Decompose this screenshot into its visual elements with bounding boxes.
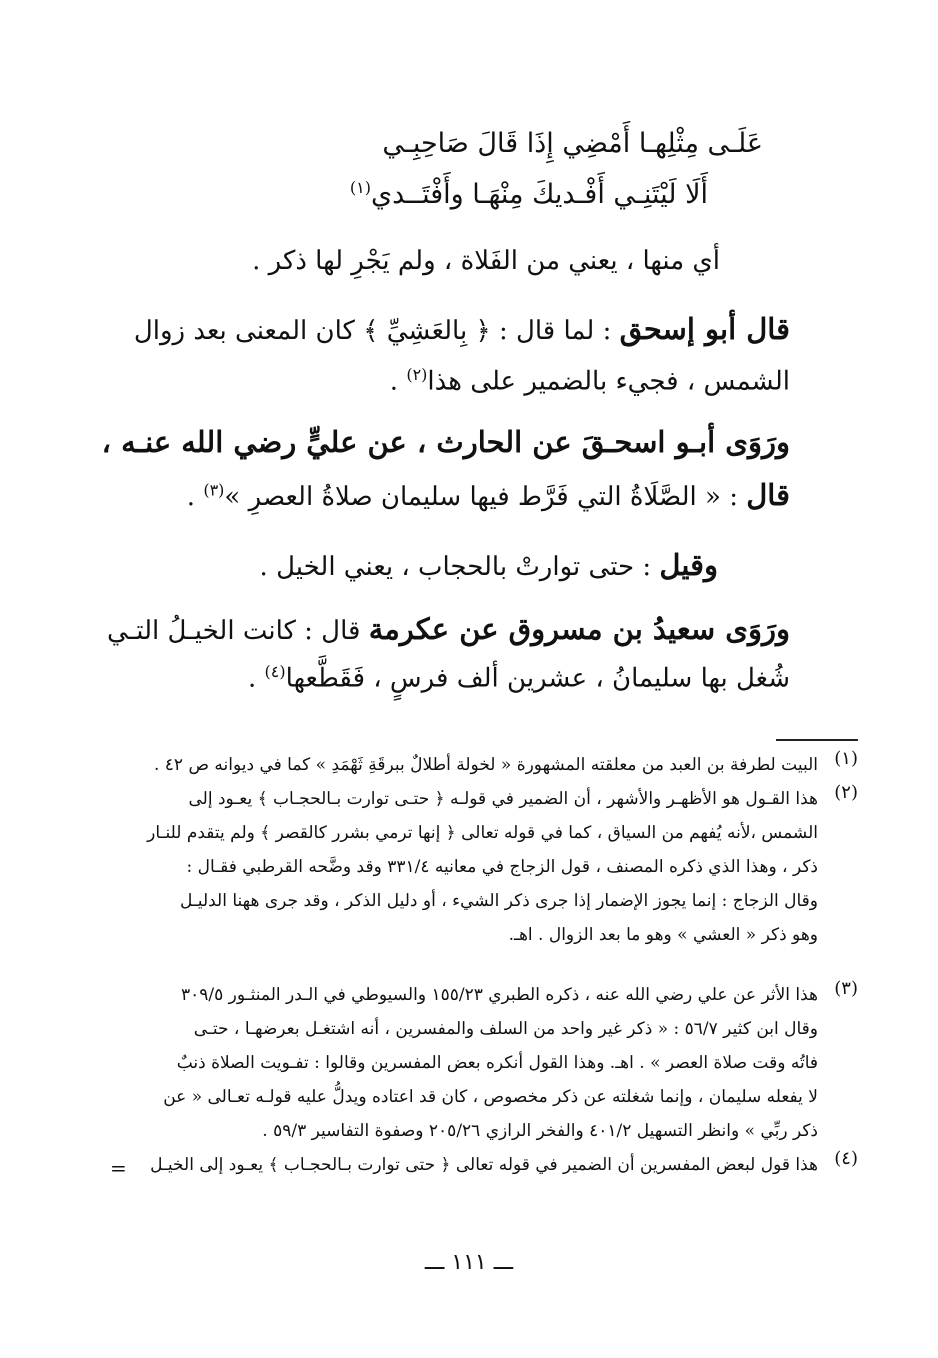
speaker-name: قال أبو إسحق — [619, 312, 790, 346]
body-line — [252, 246, 720, 276]
punctuation: . — [389, 366, 407, 397]
footnote-text: البيت لطرفة بن العبد من معلقته المشهورة « لخولة أطلالٌ ببرقَةِ ثَهْمَدِ » كما في ديوانه ص ٤٢ . — [153, 755, 818, 775]
speaker-name: وقيل — [659, 548, 718, 582]
body-text: الشمس ، فجيء بالضمير على هذا — [427, 366, 790, 397]
body-line — [248, 662, 790, 694]
punctuation: . — [186, 482, 204, 512]
body-line — [134, 312, 790, 346]
body-text: أي منها ، يعني من الفَلاة ، ولم يَجْرِ لها ذكر . — [252, 246, 720, 276]
narration-chain: ورَوَى سعيدُ بن مسروق عن عكرمة — [368, 612, 790, 646]
footnote-text: وقال ابن كثير ٥٦/٧ : « ذكر غير واحد من السلف والمفسرين ، أنه اشتغـل بعرضهـا ، حتـى — [193, 1019, 818, 1039]
footnote-ref: (٢) — [406, 365, 428, 384]
continuation-mark: = — [110, 1156, 127, 1180]
footnote-ref: (٤) — [264, 662, 286, 681]
footnote-2 — [118, 782, 818, 952]
body-line — [107, 612, 790, 646]
body-text: قال : كانت الخيـلُ التـي — [106, 616, 369, 646]
body-text: : لما قال : ﴿ بِالعَشِيِّ ﴾ كان المعنى بعد زوال — [133, 316, 620, 346]
body-line — [102, 425, 790, 459]
footnote-3 — [118, 978, 818, 1148]
footnote-4 — [118, 1148, 818, 1182]
verse-text: أَلَا لَيْتَنِـي أَفْـديكَ مِنْهَـا وأَفْتَــدي — [371, 179, 708, 210]
footnote-text: هذا القـول هو الأظهـر والأشهر ، أن الضمير في قولـه ﴿ حتـى توارت بـالحجـاب ﴾ يعـود إلى — [188, 789, 818, 809]
body-text: : « الصَّلَاةُ التي فَرَّط فيها سليمان صلاةُ العصرِ » — [224, 482, 747, 512]
footnote-text: ذكر ، وهذا الذي ذكره المصنف ، قول الزجاج في معانيه ٣٣١/٤ وقد وضَّحه القرطبي فقـال : — [186, 857, 818, 877]
punctuation: . — [248, 663, 265, 694]
body-text: : حتى توارتْ بالحجاب ، يعني الخيل . — [259, 552, 660, 582]
footnote-text: فاتُه وقت صلاة العصر » . اهـ. وهذا القول أنكره بعض المفسرين وقالوا : تفـويت الصلاة ذنبٌ — [176, 1053, 818, 1073]
footnote-number: (٤) — [834, 1148, 858, 1169]
poem-verse-first-hemistich — [382, 128, 763, 159]
page-number: ـــ ١١١ ـــ — [424, 1250, 514, 1275]
footnote-number: (٣) — [834, 978, 858, 999]
footnote-separator — [776, 739, 858, 741]
footnote-text: ذكر ربِّي » وانظر التسهيل ٤٠١/٢ والفخر الرازي ٢٠٥/٢٦ وصفوة التفاسير ٥٩/٣ . — [262, 1121, 818, 1141]
body-line — [260, 548, 718, 582]
poem-verse-second-hemistich — [350, 178, 708, 210]
verse-text: عَلَـى مِثْلِهـا أَمْضِي إِذَا قَالَ صَاحِبِـي — [382, 128, 763, 159]
footnote-text: هذا قول لبعض المفسرين أن الضمير في قوله تعالى ﴿ حتى توارت بـالحجـاب ﴾ يعـود إلى الخيـل — [150, 1155, 818, 1175]
body-line — [390, 365, 790, 397]
footnote-text: وهو ذكر « العشي » وهو ما بعد الزوال . اهـ. — [508, 925, 818, 945]
body-text: شُغل بها سليمانُ ، عشرين ألف فرسٍ ، فَقَطَّعها — [285, 663, 790, 694]
footnote-number: (١) — [834, 748, 858, 769]
footnote-ref: (٣) — [203, 480, 225, 500]
footnote-text: وقال الزجاج : إنما يجوز الإضمار إذا جرى ذكر الشيء ، أو دليل الذكر ، وقد جرى ههنا الدليـل — [179, 891, 818, 911]
footnote-text: لا يفعله سليمان ، وإنما شغلته عن ذكر مخصوص ، كان قد اعتاده ويدلُّ عليه قولـه تعـالى « عن — [163, 1087, 818, 1107]
footnote-number: (٢) — [834, 782, 858, 803]
speaker-name: قال — [746, 478, 790, 512]
narration-chain: ورَوَى أبـو اسحـقَ عن الحارث ، عن عليٍّ رضي الله عنـه ، — [101, 425, 790, 459]
footnote-ref: (١) — [349, 178, 371, 197]
footnote-1 — [118, 748, 818, 782]
footnote-text: الشمس ،لأنه يُفهم من السياق ، كما في قوله تعالى ﴿ إنها ترمي بشرر كالقصر ﴾ ولم يتقدم للنـار — [147, 823, 818, 843]
body-line — [187, 478, 790, 512]
footnote-text: هذا الأثر عن علي رضي الله عنه ، ذكره الطبري ١٥٥/٢٣ والسيوطي في الـدر المنثـور ٣٠٩/٥ — [181, 985, 818, 1005]
